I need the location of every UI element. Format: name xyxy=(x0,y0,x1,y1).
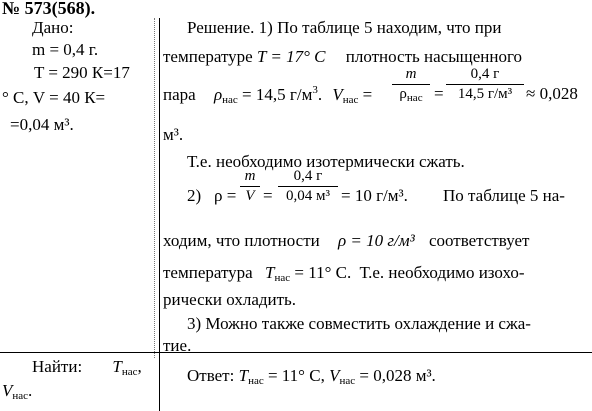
given-c-v: ° С, V = 40 К= xyxy=(2,88,106,107)
find-dot: . xyxy=(28,381,33,400)
answer-t-sub: нас xyxy=(248,375,264,387)
v-symbol: V xyxy=(332,85,343,104)
isochoric-words: Т.е. необходимо изохо- xyxy=(359,263,525,282)
solution-line-8 xyxy=(163,263,525,284)
answer-v-symbol: V xyxy=(329,366,340,385)
fraction-1-den-sub: нас xyxy=(406,92,423,104)
density-words: плотность насыщенного xyxy=(345,47,523,66)
fraction-4-num: 0,4 г xyxy=(293,168,323,184)
temp-value: T = 17° С xyxy=(256,47,326,66)
find-line xyxy=(32,357,142,378)
find-v-symbol: V xyxy=(2,381,13,400)
t-sat-value: = 11° С. xyxy=(294,263,352,282)
solution-line-4: м³. xyxy=(163,125,184,144)
density-result: = 10 г/м³. xyxy=(341,186,408,205)
fraction-1-num: m xyxy=(405,66,417,82)
answer-t-value: = 11° С, xyxy=(267,366,325,385)
fraction-1-bar xyxy=(392,84,430,85)
given-label: Дано: xyxy=(32,18,74,37)
row-divider xyxy=(0,352,592,353)
fraction-m-over-rho xyxy=(392,66,430,104)
solution-line-9: рически охладить. xyxy=(163,290,297,309)
v-sub: нас xyxy=(342,94,359,106)
solution-line-2 xyxy=(163,47,522,67)
answer-label: Ответ: xyxy=(187,366,235,385)
rho-unit-exp: 3 xyxy=(312,84,318,96)
solution-line-7 xyxy=(163,231,529,251)
fraction-0.4-over-0.04 xyxy=(278,168,338,205)
t-sat-symbol: T xyxy=(264,263,275,282)
find-density-words: ходим, что плотности xyxy=(163,231,320,250)
answer-v-value: = 0,028 м³. xyxy=(359,366,436,385)
dotted-divider xyxy=(154,18,155,358)
vapor-word: пара xyxy=(163,85,196,104)
given-v: =0,04 м³. xyxy=(10,115,74,134)
solution-line-11: тие. xyxy=(163,336,192,355)
find-comma: , xyxy=(137,357,142,376)
approx-value: ≈ 0,028 xyxy=(526,84,578,103)
density-10: ρ = 10 г/м³ xyxy=(338,231,415,250)
rho-value: = 14,5 г/м xyxy=(242,85,313,104)
solution-line-10: 3) Можно также совместить охлаждение и сжа- xyxy=(187,314,531,333)
fraction-0.4-over-14.5 xyxy=(446,66,524,103)
solution-line-5: Т.е. необходимо изотермически сжать. xyxy=(187,152,465,171)
equals-3: = xyxy=(263,186,273,205)
find-t-sub: нас xyxy=(121,366,138,378)
equals-2: = xyxy=(434,84,444,103)
temp-word: температуре xyxy=(163,47,253,66)
fraction-1-den-rho: ρ xyxy=(399,86,407,102)
given-t: T = 290 К=17 xyxy=(34,63,130,82)
fraction-3-den: V xyxy=(245,188,255,204)
problem-number: № 573(568). xyxy=(2,0,96,18)
fraction-2-den: 14,5 г/м³ xyxy=(457,86,513,102)
corresponds-word: соответствует xyxy=(428,231,530,250)
fraction-2-bar xyxy=(446,84,524,85)
rho-sub: нас xyxy=(222,94,238,106)
fraction-3-num: m xyxy=(244,168,256,184)
fraction-3-bar xyxy=(240,186,260,187)
fraction-4-bar xyxy=(278,186,338,187)
fraction-4-den: 0,04 м³ xyxy=(286,188,330,204)
find-v-line xyxy=(2,381,32,402)
find-label: Найти: xyxy=(32,357,83,376)
answer-line xyxy=(187,366,436,387)
equals-1: = xyxy=(362,85,373,104)
answer-v-sub: нас xyxy=(339,375,356,387)
t-sat-sub: нас xyxy=(274,272,291,284)
rho-dot: . xyxy=(317,85,323,104)
solution-line-6b: По таблице 5 на- xyxy=(443,186,565,205)
rho-symbol: ρ xyxy=(213,85,223,104)
fraction-m-over-v xyxy=(240,168,260,205)
solution-line-1: Решение. 1) По таблице 5 находим, что при xyxy=(187,18,502,37)
solution-line-3 xyxy=(163,84,372,106)
fraction-2-num: 0,4 г xyxy=(470,66,500,82)
solution-line-6a: 2) xyxy=(187,186,202,205)
given-m: m = 0,4 г. xyxy=(32,40,99,59)
answer-t-symbol: T xyxy=(238,366,249,385)
rho-equals: ρ = xyxy=(214,186,237,205)
temperature-word: температура xyxy=(163,263,253,282)
find-t-symbol: T xyxy=(112,357,122,376)
find-v-sub: нас xyxy=(12,390,29,402)
